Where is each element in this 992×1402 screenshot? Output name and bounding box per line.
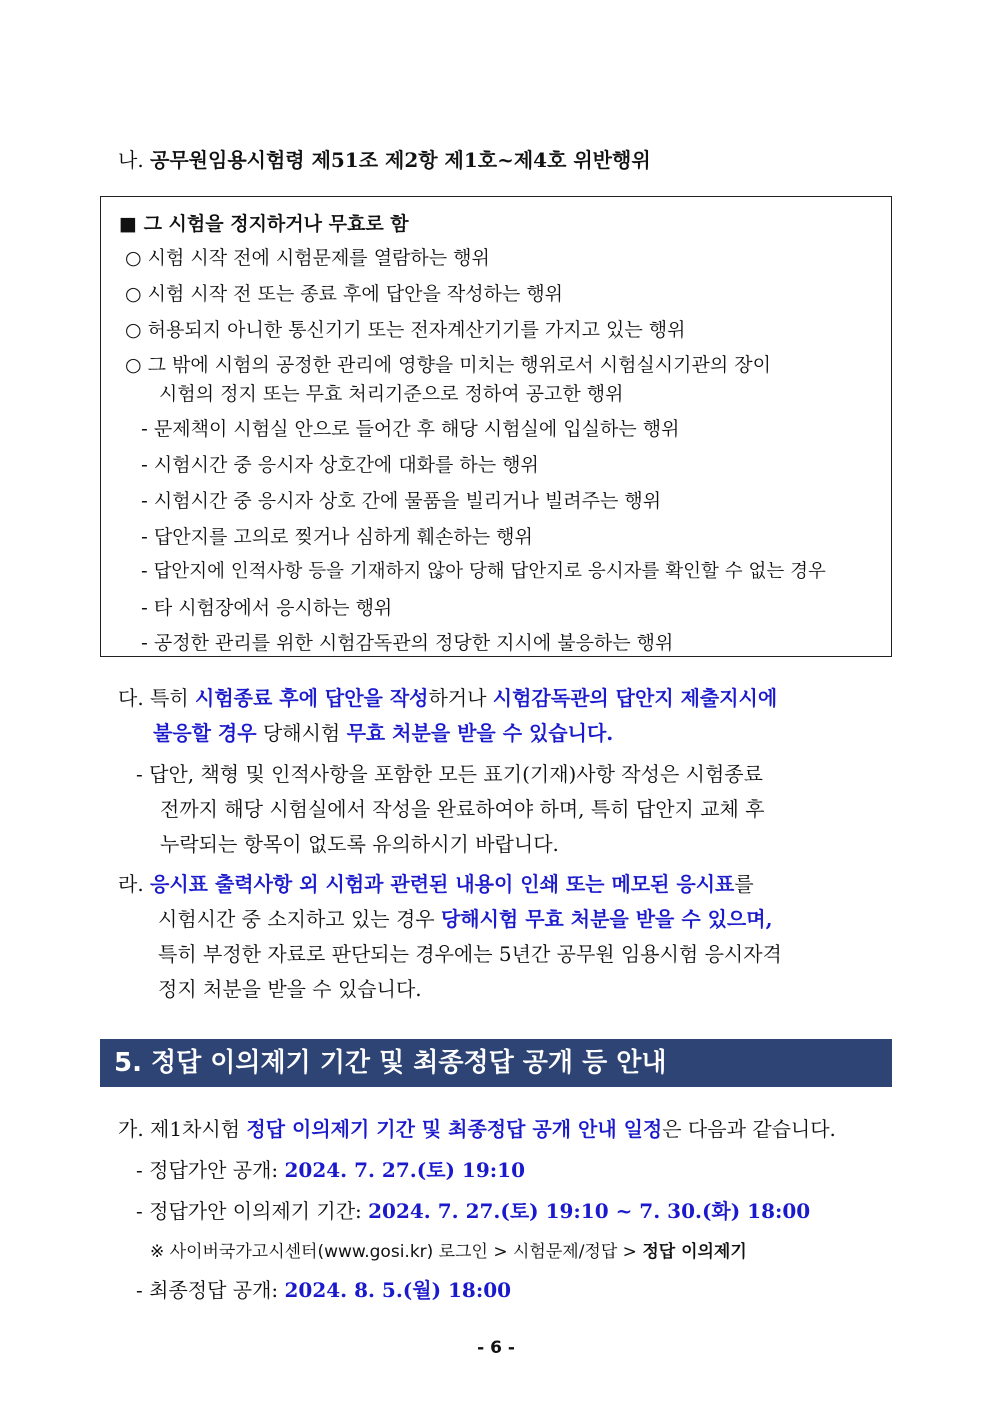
list-item-continuation: 시험의 정지 또는 무효 처리기준으로 정하여 공고한 행위 [159,383,624,405]
page-number: - 6 - [477,1338,515,1358]
list-item: ○ 허용되지 아니한 통신기기 또는 전자계산기기를 가지고 있는 행위 [125,319,686,341]
circle-icon: ○ [125,283,142,305]
list-item: ○ 시험 시작 전에 시험문제를 열람하는 행위 [125,247,490,269]
list-item: ○ 그 밖에 시험의 공정한 관리에 영향을 미치는 행위로서 시험실시기관의 장이 [125,354,771,376]
section-ga-line1: 가. 제1차시험 정답 이의제기 기간 및 최종정답 공개 안내 일정은 다음과 같습니다. [118,1117,836,1141]
section-ra-line2: 시험시간 중 소지하고 있는 경우 당해시험 무효 처분을 받을 수 있으며, [158,907,773,931]
circle-icon: ○ [125,319,142,341]
dash-item: - 타 시험장에서 응시하는 행위 [141,597,393,619]
section-ra-line4: 정지 처분을 받을 수 있습니다. [158,977,422,1001]
section-na-title: 공무원임용시험령 제51조 제2항 제1호~제4호 위반행위 [150,148,651,172]
section-da-line2: 불응할 경우 당해시험 무효 처분을 받을 수 있습니다. [153,721,614,745]
list-item: ○ 시험 시작 전 또는 종료 후에 답안을 작성하는 행위 [125,283,564,305]
circle-icon: ○ [125,247,142,269]
box-header-text: 그 시험을 정지하거나 무효로 함 [143,213,409,235]
section-na-heading [118,144,651,173]
dash-item: - 답안지를 고의로 찢거나 심하게 훼손하는 행위 [141,526,533,548]
section-da-line1: 다. 특히 시험종료 후에 답안을 작성하거나 시험감독관의 답안지 제출지시에 [118,686,778,710]
section-5-title: 5. 정답 이의제기 기간 및 최종정답 공개 등 안내 [100,1039,892,1087]
dash-item: - 답안지에 인적사항 등을 기재하지 않아 당해 답안지로 응시자를 확인할 수 없는 경우 [141,561,826,582]
section-da-note-line1: - 답안, 책형 및 인적사항을 포함한 모든 표기(기재)사항 작성은 시험종료 [136,762,763,786]
schedule-item: - 정답가안 이의제기 기간: 2024. 7. 27.(토) 19:10 ~ 7. 30.(화) 18:00 [136,1199,811,1223]
square-icon: ■ [119,213,137,235]
schedule-note: ※ 사이버국가고시센터(www.gosi.kr) 로그인 > 시험문제/정답 > 정답 이의제기 [150,1242,747,1262]
violation-box [100,196,892,657]
section-da-note-line3: 누락되는 항목이 없도록 유의하시기 바랍니다. [160,832,559,856]
section-ra-line3: 특히 부정한 자료로 판단되는 경우에는 5년간 공무원 임용시험 응시자격 [158,942,782,966]
box-header [119,209,409,236]
dash-item: - 문제책이 시험실 안으로 들어간 후 해당 시험실에 입실하는 행위 [141,418,680,440]
dash-item: - 시험시간 중 응시자 상호 간에 물품을 빌리거나 빌려주는 행위 [141,490,662,512]
schedule-item: - 정답가안 공개: 2024. 7. 27.(토) 19:10 [136,1158,525,1182]
section-ra-line1: 라. 응시표 출력사항 외 시험과 관련된 내용이 인쇄 또는 메모된 응시표를 [118,872,754,896]
dash-item: - 공정한 관리를 위한 시험감독관의 정당한 지시에 불응하는 행위 [141,632,674,654]
dash-item: - 시험시간 중 응시자 상호간에 대화를 하는 행위 [141,454,539,476]
schedule-item: - 최종정답 공개: 2024. 8. 5.(월) 18:00 [136,1278,512,1302]
circle-icon: ○ [125,354,142,376]
section-da-note-line2: 전까지 해당 시험실에서 작성을 완료하여야 하며, 특히 답안지 교체 후 [160,797,765,821]
section-na-prefix: 나. [118,148,144,172]
